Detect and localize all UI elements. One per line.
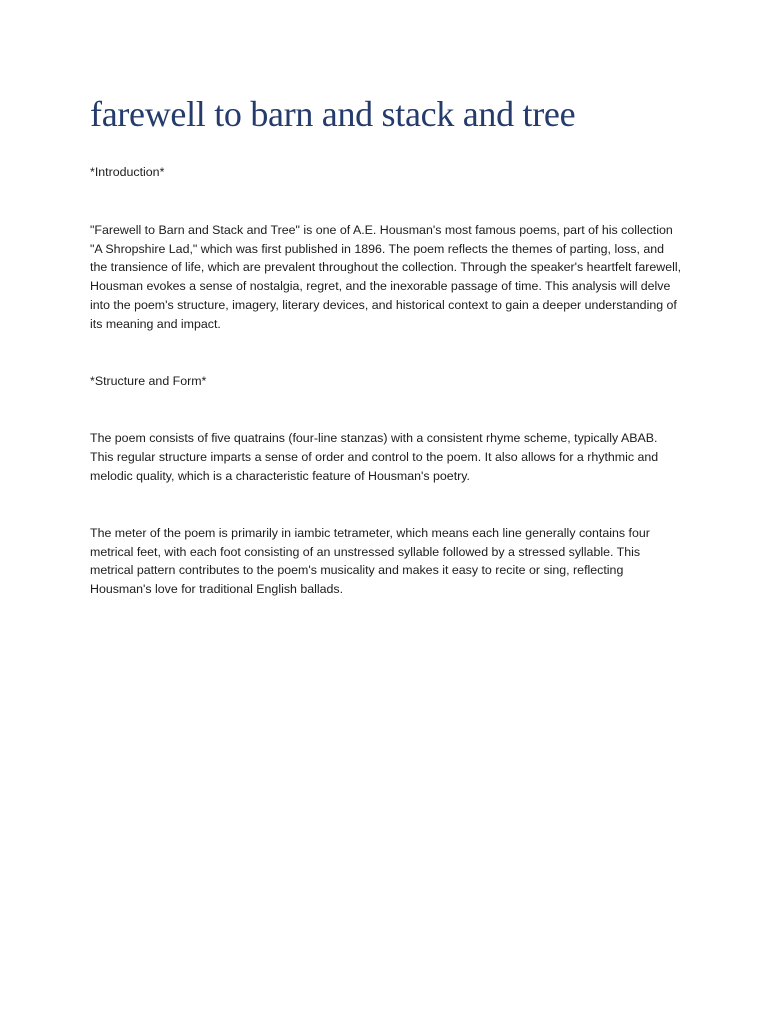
section-heading-introduction: *Introduction* bbox=[90, 165, 165, 179]
introduction-paragraph: "Farewell to Barn and Stack and Tree" is one of A.E. Housman's most famous poems, part of his collection "A Shropshire Lad," which was first published in 1896. The poem reflects the themes of parting, loss, and the transience of life, which are prevalent throughout the collection. Through the speaker's heartfelt farewell, Housman evokes a sense of nostalgia, regret, and the inexorable passage of time. This analysis will delve into the poem's structure, imagery, literary devices, and historical context to gain a deeper understanding of its meaning and impact. bbox=[90, 222, 682, 331]
structure-paragraph: The poem consists of five quatrains (four-line stanzas) with a consistent rhyme scheme, typically ABAB. This regular structure imparts a sense of order and control to the poem. It also allows for a rhythmic and melodic quality, which is a characteristic feature of Housman's poetry. bbox=[90, 431, 659, 483]
document-title: farewell to barn and stack and tree bbox=[90, 94, 576, 134]
document-content bbox=[90, 92, 682, 599]
section-heading-structure-and-form: *Structure and Form* bbox=[90, 373, 207, 388]
meter-paragraph: The meter of the poem is primarily in iambic tetrameter, which means each line generally contains four metrical feet, with each foot consisting of an unstressed syllable followed by a stressed syllable. This metrical pattern contributes to the poem's musicality and makes it easy to recite or sing, reflecting Housman's love for traditional English ballads. bbox=[90, 525, 650, 597]
